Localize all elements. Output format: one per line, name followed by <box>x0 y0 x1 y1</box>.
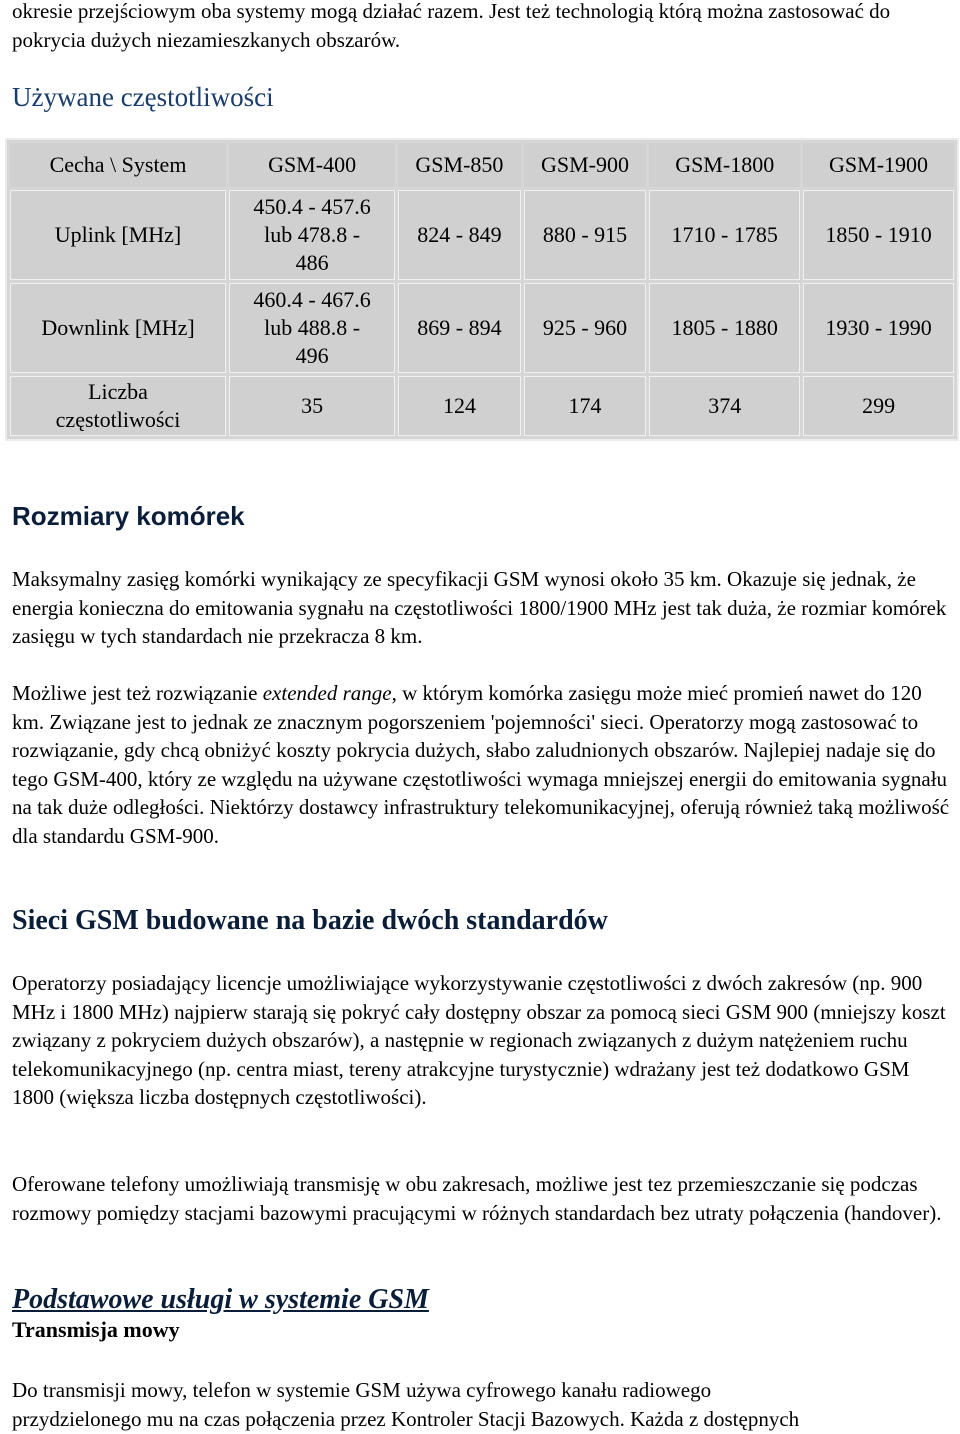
cell-gsm1900: 1930 - 1990 <box>803 283 954 373</box>
header-gsm900: GSM-900 <box>524 143 647 187</box>
cell-gsm400: 35 <box>229 376 395 436</box>
cell-gsm900: 925 - 960 <box>524 283 647 373</box>
cell-line: lub 478.8 - <box>264 222 361 247</box>
table-row <box>10 190 954 280</box>
paragraph-text: , w którym komórka zasięgu może mieć promień nawet do 120 km. Związane jest to jednak ze znacznym pogorszeniem 'pojemności' sieci. Operatorzy mogą zastosować to rozwiązanie, gdy chcą obniżyć koszty pokrycia dużych, słabo zaludnionych obszarów. Najlepiej nadaje się do tego GSM-400, który ze względu na używane częstotliwości wymaga mniejszej energii do emitowania sygnału na tak duże odległości. Niektórzy dostawcy infrastruktury telekomunikacyjnej, oferują również taką możliwość dla standardu GSM-900. <box>12 681 950 848</box>
table-row <box>10 376 954 436</box>
cell-gsm900: 880 - 915 <box>524 190 647 280</box>
cell-sizes-paragraph: Maksymalny zasięg komórki wynikający ze specyfikacji GSM wynosi około 35 km. Okazuje się jednak, że energia konieczna do emitowania sygnału na częstotliwości 1800/1900 MHz jest tak duża, że rozmiar komórek zasięgu w tych standardach nie przekracza 8 km. <box>12 567 947 648</box>
paragraph-text: Możliwe jest też rozwiązanie <box>12 681 263 705</box>
cell-line: lub 488.8 - <box>264 315 361 340</box>
cell-line: 460.4 - 467.6 <box>253 287 371 312</box>
extended-range-paragraph <box>12 679 952 850</box>
cell-gsm850: 824 - 849 <box>398 190 521 280</box>
table-row <box>10 283 954 373</box>
cell-sizes-heading: Rozmiary komórek <box>12 501 245 531</box>
table-header-row <box>10 143 954 187</box>
cell-line: 486 <box>295 250 329 275</box>
cell-gsm1900: 299 <box>803 376 954 436</box>
paragraph-line: przydzielonego mu na czas połączenia przez Kontroler Stacji Bazowych. Każda z dostępnych <box>12 1406 800 1431</box>
header-gsm1800: GSM-1800 <box>649 143 800 187</box>
header-gsm400: GSM-400 <box>229 143 395 187</box>
intro-paragraph: okresie przejściowym oba systemy mogą działać razem. Jest też technologią którą można zastosować do pokrycia dużych niezamieszkanych obszarów. <box>12 0 891 52</box>
cell-gsm1900: 1850 - 1910 <box>803 190 954 280</box>
cell-line: częstotliwości <box>55 407 181 432</box>
handover-paragraph: Oferowane telefony umożliwiają transmisję w obu zakresach, możliwe jest tez przemieszczanie się podczas rozmowy pomiędzy stacjami bazowymi pracującymi w różnych standardach bez utraty połączenia (handover). <box>12 1172 942 1225</box>
header-feature: Cecha \ System <box>10 143 226 187</box>
frequencies-heading: Używane częstotliwości <box>12 82 274 112</box>
services-heading: Podstawowe usługi w systemie GSM <box>12 1284 429 1315</box>
paragraph-line: Do transmisji mowy, telefon w systemie GSM używa cyfrowego kanału radiowego <box>12 1378 712 1402</box>
extended-range-term: extended range <box>262 681 392 705</box>
dual-band-heading: Sieci GSM budowane na bazie dwóch standardów <box>12 905 608 936</box>
cell-line: 496 <box>295 343 329 368</box>
cell-gsm1800: 1710 - 1785 <box>649 190 800 280</box>
cell-gsm400 <box>229 190 395 280</box>
voice-transmission-paragraph <box>12 1376 960 1433</box>
cell-gsm900: 174 <box>524 376 647 436</box>
cell-line: 450.4 - 457.6 <box>253 194 371 219</box>
voice-transmission-heading: Transmisja mowy <box>12 1317 180 1342</box>
dual-band-paragraph: Operatorzy posiadający licencje umożliwiające wykorzystywanie częstotliwości z dwóch zakresów (np. 900 MHz i 1800 MHz) najpierw starają się pokryć cały dostępny obszar za pomocą sieci GSM 900 (mniejszy koszt związany z pokryciem dużych obszarów), a następnie w regionach związanych z dużym natężeniem ruchu telekomunikacyjnego (np. centra miast, tereny atrakcyjne turystycznie) wdrażany jest też dodatkowo GSM 1800 (większa liczba dostępnych częstotliwości). <box>12 971 946 1109</box>
cell-gsm1800: 374 <box>649 376 800 436</box>
row-label <box>10 376 226 436</box>
frequency-table <box>5 138 959 441</box>
cell-gsm400 <box>229 283 395 373</box>
row-label: Downlink [MHz] <box>10 283 226 373</box>
header-gsm850: GSM-850 <box>398 143 521 187</box>
cell-gsm1800: 1805 - 1880 <box>649 283 800 373</box>
cell-gsm850: 869 - 894 <box>398 283 521 373</box>
cell-gsm850: 124 <box>398 376 521 436</box>
row-label: Uplink [MHz] <box>10 190 226 280</box>
cell-line: Liczba <box>88 379 148 404</box>
header-gsm1900: GSM-1900 <box>803 143 954 187</box>
